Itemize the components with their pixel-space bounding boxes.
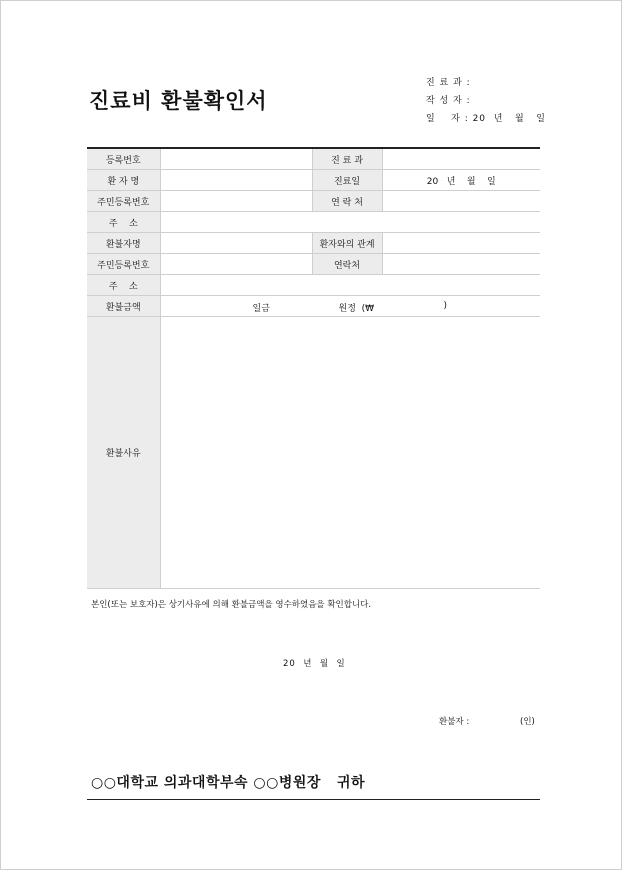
meta-department: 진 료 과 : xyxy=(426,78,471,88)
amount-label: 환불금액 xyxy=(87,296,160,317)
sign-date: 20 년 월 일 xyxy=(283,659,346,669)
refundee-rrn-field[interactable] xyxy=(160,254,312,275)
reg-no-field[interactable] xyxy=(160,148,312,170)
rrn-label: 주민등록번호 xyxy=(87,191,160,212)
rrn-field[interactable] xyxy=(160,191,312,212)
amount-close-paren: ) xyxy=(443,301,448,311)
address-label: 주 소 xyxy=(87,212,160,233)
contact-label: 연 락 처 xyxy=(312,191,382,212)
table-row xyxy=(87,191,540,212)
refundee-contact-label: 연락처 xyxy=(312,254,382,275)
refundee-address-field[interactable] xyxy=(160,275,540,296)
visit-date-label: 진료일 xyxy=(312,170,382,191)
amount-field[interactable] xyxy=(160,296,540,317)
seal-mark: (인) xyxy=(520,717,535,727)
reg-no-label: 등록번호 xyxy=(87,148,160,170)
document-title: 진료비 환불확인서 xyxy=(89,89,268,113)
table-row xyxy=(87,275,540,296)
reason-label: 환불사유 xyxy=(87,317,160,589)
visit-date-field[interactable]: 20 년 월 일 xyxy=(382,170,540,191)
relation-field[interactable] xyxy=(382,233,540,254)
patient-name-label: 환 자 명 xyxy=(87,170,160,191)
address-field[interactable] xyxy=(160,212,540,233)
addressee: ○○대학교 의과대학부속 ○○병원장 귀하 xyxy=(91,775,366,791)
confirmation-statement: 본인(또는 보호자)은 상기사유에 의해 환불금액을 영수하였음을 확인합니다. xyxy=(91,600,372,610)
department-label: 진 료 과 xyxy=(312,148,382,170)
amount-won-label: 원정 (₩ xyxy=(338,304,375,314)
meta-author: 작 성 자 : xyxy=(426,96,471,106)
contact-field[interactable] xyxy=(382,191,540,212)
refundee-name-field[interactable] xyxy=(160,233,312,254)
table-row xyxy=(87,170,540,191)
table-row xyxy=(87,148,540,170)
refundee-rrn-label: 주민등록번호 xyxy=(87,254,160,275)
department-field[interactable] xyxy=(382,148,540,170)
meta-date: 일 자 : 20 년 월 일 xyxy=(426,114,547,124)
refundee-address-label: 주 소 xyxy=(87,275,160,296)
reason-field[interactable] xyxy=(160,317,540,589)
table-row xyxy=(87,212,540,233)
amount-prefix: 일금 xyxy=(252,304,270,314)
patient-name-field[interactable] xyxy=(160,170,312,191)
refundee-contact-field[interactable] xyxy=(382,254,540,275)
divider xyxy=(87,799,540,800)
table-row xyxy=(87,317,540,589)
receiver-label: 환불자 : xyxy=(439,717,470,727)
refundee-name-label: 환불자명 xyxy=(87,233,160,254)
relation-label: 환자와의 관계 xyxy=(312,233,382,254)
table-row xyxy=(87,233,540,254)
table-row xyxy=(87,296,540,317)
refund-form-table xyxy=(87,147,540,589)
table-row xyxy=(87,254,540,275)
